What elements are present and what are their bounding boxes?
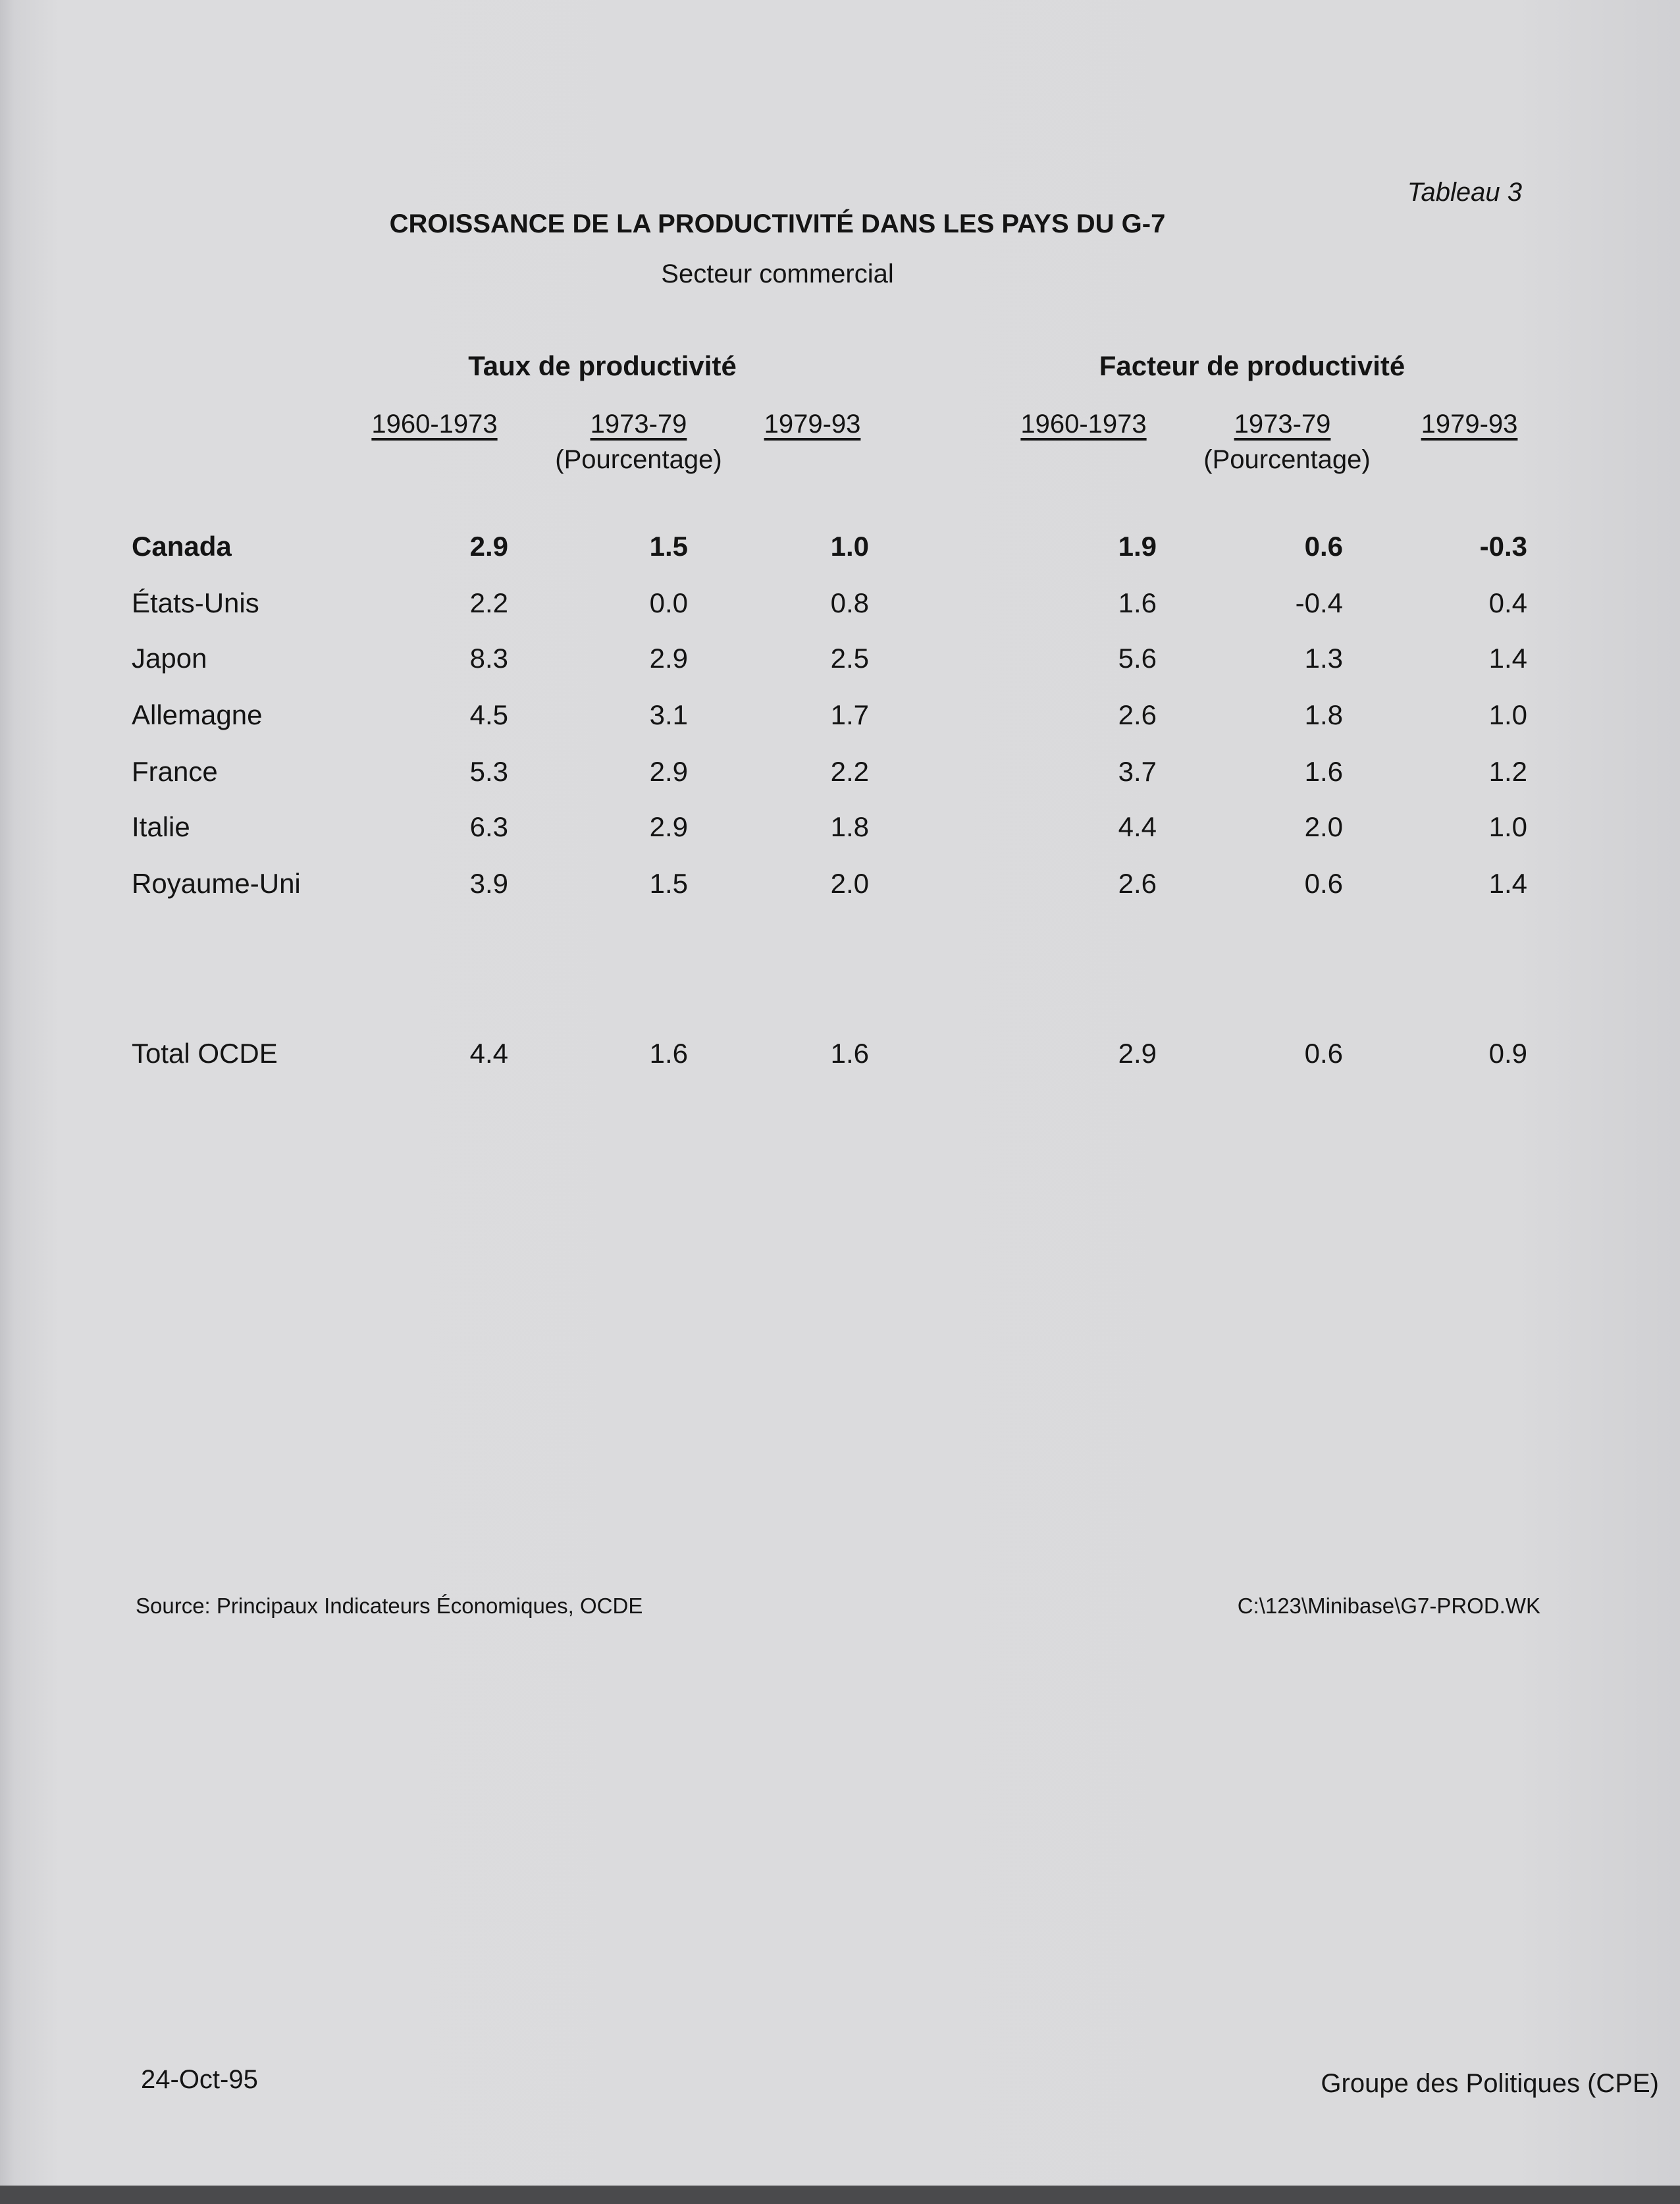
tableau-label: Tableau 3 (1407, 178, 1522, 207)
table-cell: 1.2 (1488, 756, 1527, 787)
table-cell: 1.9 (1118, 531, 1157, 562)
table-cell: 2.2 (830, 756, 869, 787)
table-cell: 1.4 (1488, 643, 1527, 674)
row-label-france: France (132, 756, 218, 787)
table-cell: 3.7 (1118, 756, 1157, 787)
table-cell: 8.3 (469, 643, 508, 674)
table-cell: 0.4 (1488, 587, 1527, 618)
table-cell: 1.7 (830, 699, 869, 730)
row-label-etats-unis: États-Unis (132, 587, 259, 618)
table-title: CROISSANCE DE LA PRODUCTIVITÉ DANS LES PAYS DU G-7 (389, 209, 1166, 238)
table-cell: 0.8 (830, 587, 869, 618)
period-header: 1973-79 (590, 410, 687, 439)
table-cell: 3.9 (469, 868, 508, 899)
table-cell: 1.3 (1304, 643, 1343, 674)
row-label-allemagne: Allemagne (132, 699, 263, 730)
table-subtitle: Secteur commercial (661, 259, 894, 288)
table-cell: 1.6 (1304, 756, 1343, 787)
period-header: 1960-1973 (371, 410, 498, 439)
table-cell: -0.3 (1479, 531, 1527, 562)
period-header: 1979-93 (764, 410, 861, 439)
scan-edge (0, 2186, 1680, 2204)
table-cell: 0.0 (649, 587, 688, 618)
table-cell: 2.6 (1118, 868, 1157, 899)
period-header: 1960-1973 (1020, 410, 1147, 439)
table-cell: 5.6 (1118, 643, 1157, 674)
row-label-total-ocde: Total OCDE (132, 1038, 278, 1069)
table-cell: 2.6 (1118, 699, 1157, 730)
group-heading-facteur: Facteur de productivité (1099, 350, 1405, 381)
table-cell: 1.5 (649, 868, 688, 899)
period-header: 1979-93 (1421, 410, 1518, 439)
table-cell: 2.9 (649, 756, 688, 787)
group-heading-taux: Taux de productivité (468, 350, 737, 381)
table-cell: 4.4 (1118, 811, 1157, 842)
table-cell: 2.0 (1304, 811, 1343, 842)
group-name: Groupe des Politiques (CPE) (1321, 2069, 1659, 2098)
table-cell: 1.6 (1118, 587, 1157, 618)
table-cell: 1.4 (1488, 868, 1527, 899)
table-cell: 1.8 (1304, 699, 1343, 730)
table-cell: 0.6 (1304, 868, 1343, 899)
table-cell: 2.9 (649, 811, 688, 842)
period-header: 1973-79 (1234, 410, 1331, 439)
source-note: Source: Principaux Indicateurs Économiques, OCDE (136, 1594, 643, 1618)
table-cell: 1.6 (830, 1038, 869, 1069)
table-cell: 2.9 (1118, 1038, 1157, 1069)
table-cell: 1.6 (649, 1038, 688, 1069)
table-cell: 1.0 (1488, 699, 1527, 730)
row-label-royaume-uni: Royaume-Uni (132, 868, 301, 899)
row-label-italie: Italie (132, 811, 190, 842)
row-label-japon: Japon (132, 643, 207, 674)
table-cell: 0.6 (1304, 1038, 1343, 1069)
table-cell: 2.9 (469, 531, 508, 562)
table-cell: 2.9 (649, 643, 688, 674)
table-cell: 4.5 (469, 699, 508, 730)
table-cell: 1.0 (830, 531, 869, 562)
unit-label: (Pourcentage) (555, 445, 722, 474)
file-path: C:\123\Minibase\G7-PROD.WK (1237, 1594, 1540, 1618)
table-cell: -0.4 (1295, 587, 1343, 618)
table-cell: 6.3 (469, 811, 508, 842)
table-cell: 1.0 (1488, 811, 1527, 842)
unit-label: (Pourcentage) (1203, 445, 1371, 474)
table-cell: 0.9 (1488, 1038, 1527, 1069)
table-cell: 5.3 (469, 756, 508, 787)
table-cell: 2.0 (830, 868, 869, 899)
table-cell: 3.1 (649, 699, 688, 730)
table-cell: 1.8 (830, 811, 869, 842)
table-cell: 2.2 (469, 587, 508, 618)
table-cell: 4.4 (469, 1038, 508, 1069)
document-date: 24-Oct-95 (141, 2065, 258, 2094)
table-cell: 0.6 (1304, 531, 1343, 562)
table-cell: 2.5 (830, 643, 869, 674)
table-cell: 1.5 (649, 531, 688, 562)
row-label-canada: Canada (132, 531, 232, 562)
